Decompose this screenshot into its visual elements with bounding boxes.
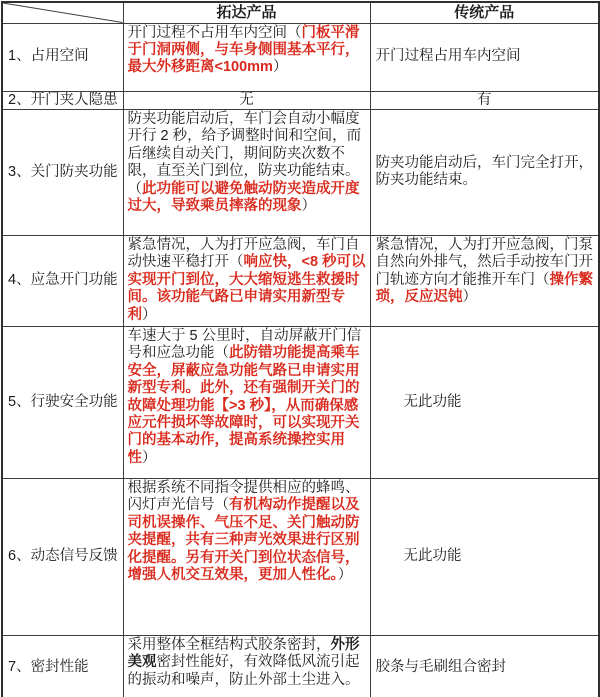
cell-text: 紧急情况，人为打开应急阀，车门自动快速平稳打开（	[127, 236, 360, 271]
cell-text: 根据系统不同指令提供相应的蜂鸣、闪灯声光信号（	[127, 479, 360, 514]
row-label	[2, 635, 123, 697]
cell-text: 密封性能好，有效降低风流引起的振动和噪声，防止外部土尘进入。	[127, 654, 360, 688]
cell-text: 防夹功能启动后，车门完全打开，防夹功能结束。	[375, 155, 593, 189]
row-label-text: 5、行驶安全功能	[8, 393, 118, 410]
cell-text: ）	[337, 566, 353, 583]
row-label	[2, 235, 123, 326]
cell-text: 无此功能	[403, 393, 462, 410]
cell-text: 紧急情况，人为打开应急阀，门泵自然向外排气，然后手动按车门开门轨迹方向才能推开车门（	[375, 236, 593, 288]
cell-highlight-text: 此功能可以避免触动防夹造成开度过大，导致乘员摔落的现象	[127, 180, 360, 214]
row-label-text: 6、动态信号反馈	[8, 548, 118, 565]
row-label	[2, 91, 123, 109]
cell-bold-text: 外形美观	[127, 636, 360, 671]
cell-text: ）	[272, 59, 288, 76]
cell-text: ）	[142, 449, 157, 466]
column-header-tuoda	[123, 2, 370, 23]
row-label	[2, 109, 123, 235]
traditional-cell	[370, 478, 599, 635]
row-label	[2, 23, 123, 91]
row-label	[2, 478, 123, 635]
table-row	[2, 91, 599, 109]
row-label-text: 3、关门防夹功能	[8, 163, 118, 180]
cell-text: 开门过程占用车内空间	[375, 48, 521, 65]
tuoda-cell	[123, 235, 370, 326]
table-row	[2, 635, 599, 697]
table-row	[2, 109, 599, 235]
cell-text: 无	[239, 91, 254, 108]
column-header-traditional	[370, 2, 599, 23]
product-comparison-table	[1, 1, 600, 697]
cell-highlight-text: 门板平滑于门洞两侧，与车身侧围基本平行，最大外移距离<100mm	[127, 24, 360, 76]
cell-highlight-text: 有机构动作提醒以及司机误操作、气压不足、关门触动防夹提醒，共有三种声光效果进行区别化提醒。另有开关门到位状态信号，增强人机交互效果，更加人性化。	[127, 497, 360, 583]
cell-text: ）	[301, 197, 316, 214]
cell-highlight-text: 响应快，<8 秒可以实现开门到位，大大缩短逃生救援时间。该功能气路已申请实用新型专利	[127, 254, 366, 323]
cell-text: ）	[462, 289, 477, 306]
cell-text: 无此功能	[403, 548, 462, 565]
row-label-text: 4、应急开门功能	[8, 272, 118, 289]
tuoda-cell	[123, 478, 370, 635]
cell-text: 防夹功能启动后，车门会自动小幅度开行 2 秒，给予调整时间和空间，而后继续自动关门，期间防夹次数不限，直至关门到位，防夹功能结束。（	[127, 110, 362, 197]
tuoda-cell	[123, 91, 370, 109]
header-corner-cell	[2, 2, 123, 23]
column-header-traditional-label: 传统产品	[454, 4, 515, 22]
header-row	[2, 2, 599, 23]
table-row	[2, 23, 599, 91]
traditional-cell	[370, 235, 599, 326]
traditional-cell	[370, 635, 599, 697]
cell-text: ）	[142, 306, 157, 323]
traditional-cell	[370, 326, 599, 478]
cell-text: 有	[477, 91, 492, 108]
table-row	[2, 478, 599, 635]
cell-highlight-text: 操作繁琐，反应迟钝	[375, 271, 593, 306]
traditional-cell	[370, 91, 599, 109]
comparison-table-page	[0, 1, 600, 697]
header-diagonal-divider	[3, 3, 123, 23]
row-label-text: 7、密封性能	[8, 658, 89, 675]
table-row	[2, 326, 599, 478]
cell-text: 采用整体全框结构式胶条密封，	[127, 636, 331, 653]
column-header-tuoda-label: 拓达产品	[216, 4, 277, 22]
traditional-cell	[370, 23, 599, 91]
row-label-text: 2、开门夹人隐患	[8, 91, 118, 108]
cell-text: 车速大于 5 公里时，自动屏蔽开门信号和应急功能（	[127, 327, 362, 362]
tuoda-cell	[123, 635, 370, 697]
cell-text: 胶条与毛刷组合密封	[375, 658, 506, 675]
traditional-cell	[370, 109, 599, 235]
tuoda-cell	[123, 109, 370, 235]
tuoda-cell	[123, 23, 370, 91]
cell-highlight-text: 此防错功能提高乘车安全，屏蔽应急功能气路已申请实用新型专利。此外，还有强制开关门的故障处理功能【>3 秒】，从而确保感应元件损坏等故障时，可以实现开关门的基本动作，提高系统操控实用性	[127, 345, 360, 466]
cell-text: 开门过程不占用车内空间（	[127, 24, 302, 41]
row-label-text: 1、占用空间	[8, 48, 89, 65]
row-label	[2, 326, 123, 478]
tuoda-cell	[123, 326, 370, 478]
table-row	[2, 235, 599, 326]
